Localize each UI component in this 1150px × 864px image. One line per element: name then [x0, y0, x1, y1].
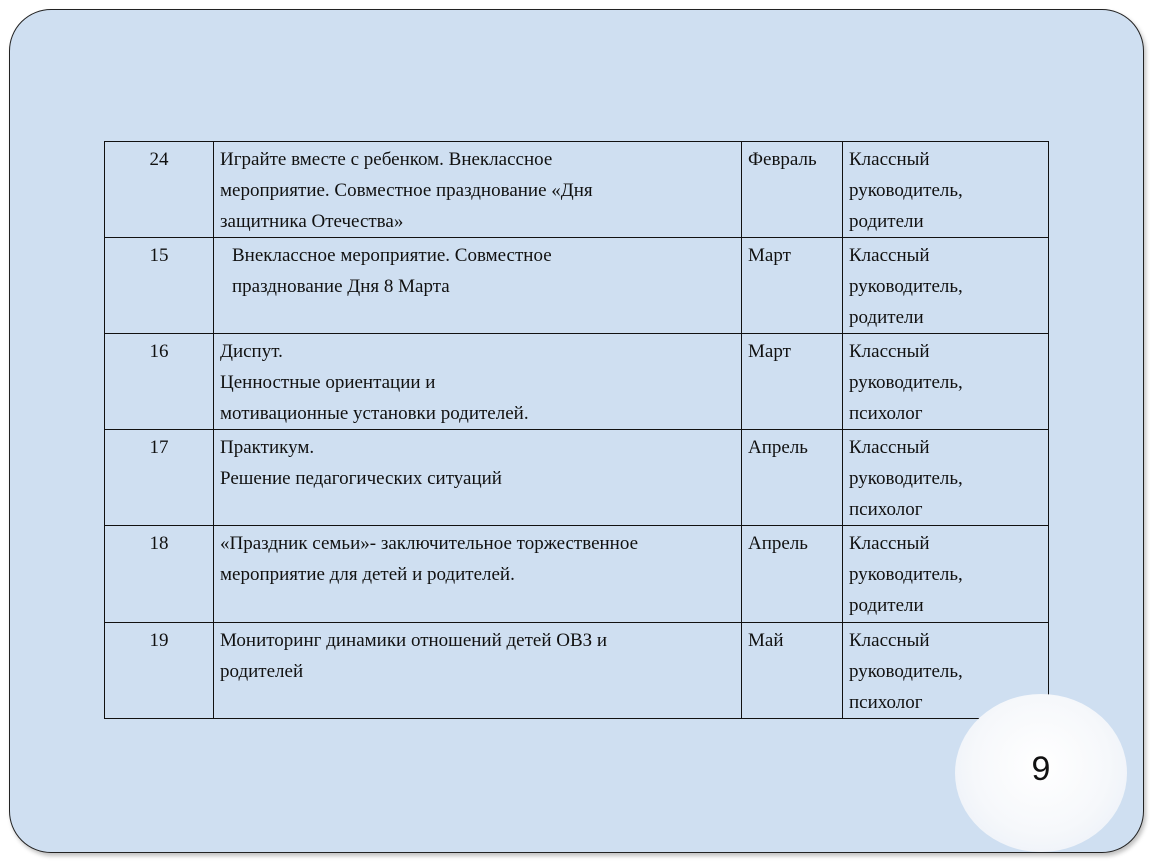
- page-number-badge: [955, 694, 1127, 852]
- description-line: Решение педагогических ситуаций: [220, 468, 502, 489]
- event-description: [214, 238, 742, 334]
- responsible-line: психолог: [849, 403, 923, 424]
- event-description: [214, 142, 742, 238]
- row-number: 19: [105, 623, 214, 719]
- responsible-line: Классный: [849, 149, 930, 170]
- responsible-line: руководитель,: [849, 468, 963, 489]
- events-table: [104, 141, 1049, 719]
- responsible-line: Классный: [849, 341, 930, 362]
- event-month: Апрель: [742, 526, 843, 623]
- event-description: [214, 334, 742, 430]
- responsible-cell: [843, 142, 1049, 238]
- page-number: 9: [1031, 750, 1051, 788]
- table-row: [105, 334, 1049, 430]
- row-number: 24: [105, 142, 214, 238]
- responsible-line: руководитель,: [849, 180, 963, 201]
- event-description: [214, 526, 742, 623]
- description-line: мероприятие для детей и родителей.: [220, 564, 515, 585]
- responsible-line: родители: [849, 211, 924, 232]
- description-line: Мониторинг динамики отношений детей ОВЗ и: [220, 630, 608, 651]
- table-row: [105, 430, 1049, 526]
- event-month: Апрель: [742, 430, 843, 526]
- description-line: Практикум.: [220, 437, 315, 458]
- table-row: [105, 238, 1049, 334]
- description-line: Диспут.: [220, 341, 283, 362]
- responsible-line: Классный: [849, 437, 930, 458]
- table-row: [105, 526, 1049, 623]
- row-number: 17: [105, 430, 214, 526]
- event-month: Май: [742, 623, 843, 719]
- event-month: Март: [742, 238, 843, 334]
- responsible-cell: [843, 334, 1049, 430]
- responsible-cell: [843, 430, 1049, 526]
- row-number: 16: [105, 334, 214, 430]
- description-line: Внеклассное мероприятие. Совместное: [232, 245, 552, 266]
- responsible-line: родители: [849, 307, 924, 328]
- responsible-line: Классный: [849, 533, 930, 554]
- responsible-line: руководитель,: [849, 661, 963, 682]
- responsible-cell: [843, 526, 1049, 623]
- description-line: защитника Отечества»: [220, 211, 404, 232]
- responsible-line: руководитель,: [849, 276, 963, 297]
- row-number: 15: [105, 238, 214, 334]
- responsible-line: руководитель,: [849, 372, 963, 393]
- responsible-line: Классный: [849, 245, 930, 266]
- description-line: мероприятие. Совместное празднование «Дня: [220, 180, 593, 201]
- responsible-line: Классный: [849, 630, 930, 651]
- responsible-line: руководитель,: [849, 564, 963, 585]
- responsible-line: родители: [849, 595, 924, 616]
- responsible-line: психолог: [849, 692, 923, 713]
- row-number: 18: [105, 526, 214, 623]
- description-line: Играйте вместе с ребенком. Внеклассное: [220, 149, 553, 170]
- event-month: Февраль: [742, 142, 843, 238]
- event-description: [214, 623, 742, 719]
- responsible-line: психолог: [849, 499, 923, 520]
- event-month: Март: [742, 334, 843, 430]
- description-line: мотивационные установки родителей.: [220, 403, 529, 424]
- description-line: празднование Дня 8 Марта: [232, 276, 450, 297]
- table-row: [105, 142, 1049, 238]
- table-row: [105, 623, 1049, 719]
- responsible-cell: [843, 238, 1049, 334]
- description-line: «Праздник семьи»- заключительное торжественное: [220, 533, 639, 554]
- description-line: Ценностные ориентации и: [220, 372, 436, 393]
- description-line: родителей: [220, 661, 304, 682]
- event-description: [214, 430, 742, 526]
